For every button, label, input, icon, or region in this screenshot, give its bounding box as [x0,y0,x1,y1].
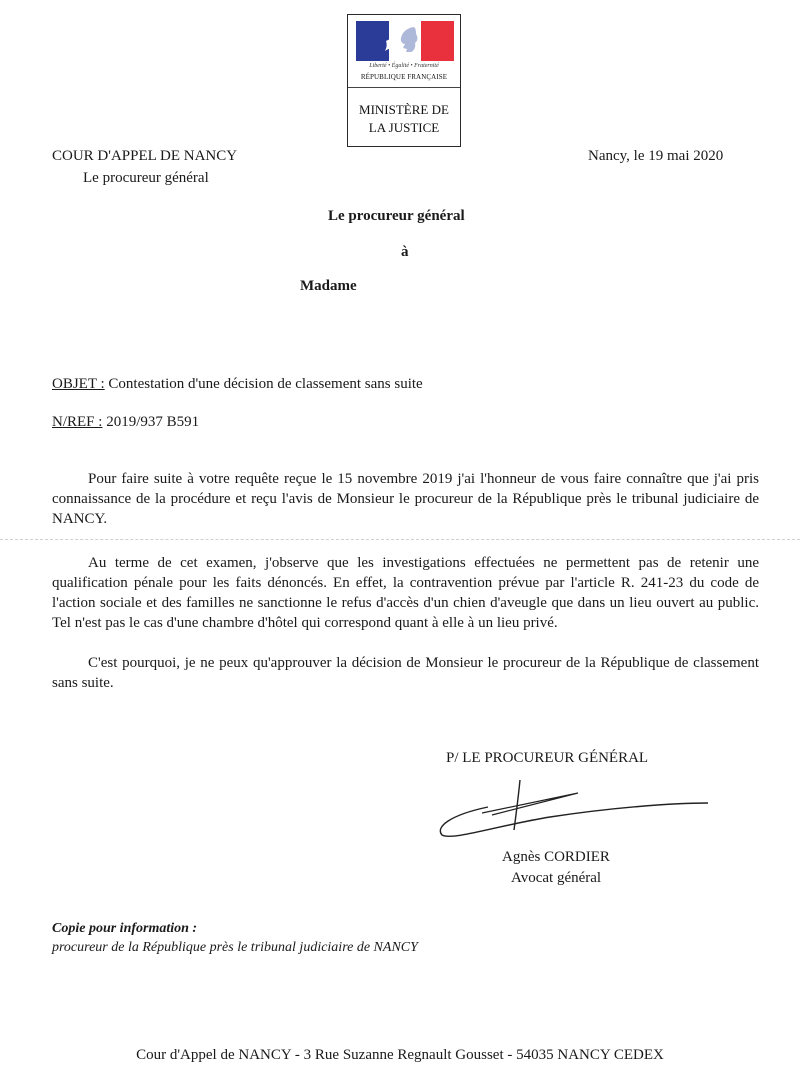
objet-label: OBJET : [52,376,105,392]
body-paragraph-2: Au terme de cet examen, j'observe que les investigations effectuées ne permettent pas de retenir une qualification pénale pour les faits dénoncés. En effet, la contravention prévue par l'article R. 241-23 du code de l'action sociale et des familles ne sanctionne le refus d'accès d'un chien d'aveugle que dans un lieu ouvert au public. Tel n'est pas le cas d'une chambre d'hôtel qui correspond quant à elle à un lieu privé. [52,555,759,631]
copie-label: Copie pour information : [52,921,198,936]
signature-pp: P/ LE PROCUREUR GÉNÉRAL [446,750,649,766]
court-role: Le procureur général [83,170,209,186]
handwritten-signature [430,775,715,845]
ministry-logo [347,14,461,147]
scan-fold-line [0,539,800,540]
objet-line [52,376,423,393]
ministry-line-2: LA JUSTICE [368,120,440,135]
objet-text: Contestation d'une décision de classement sans suite [108,376,423,392]
motto: Liberté • Égalité • Fraternité [369,63,439,69]
republique-francaise-label: RÉPUBLIQUE FRANÇAISE [360,73,448,81]
ref-label: N/REF : [52,414,103,430]
signatory-name: Agnès CORDIER [502,849,610,865]
marianne-logo-icon [356,21,454,61]
recipient: Madame [300,278,357,294]
copie-text: procureur de la République près le tribunal judiciaire de NANCY [52,940,418,955]
court-name: COUR D'APPEL DE NANCY [52,148,238,164]
signatory-title: Avocat général [511,870,602,886]
sender-title: Le procureur général [328,208,465,224]
ministry-name [348,101,460,137]
letter-date: Nancy, le 19 mai 2020 [588,148,724,164]
logo-divider [348,87,460,88]
ministry-line-1: MINISTÈRE DE [359,102,449,117]
ref-text: 2019/937 B591 [106,414,200,430]
ref-line [52,414,199,431]
body-paragraph-3: C'est pourquoi, je ne peux qu'approuver la décision de Monsieur le procureur de la République de classement sans suite. [52,655,759,691]
footer-address: Cour d'Appel de NANCY - 3 Rue Suzanne Regnault Gousset - 54035 NANCY CEDEX [136,1047,664,1063]
body-paragraph-1: Pour faire suite à votre requête reçue le 15 novembre 2019 j'ai l'honneur de vous faire connaître que j'ai pris connaissance de la procédure et reçu l'avis de Monsieur le procureur de la République près le tribunal judiciaire de NANCY. [52,471,759,527]
to-label: à [401,244,409,260]
